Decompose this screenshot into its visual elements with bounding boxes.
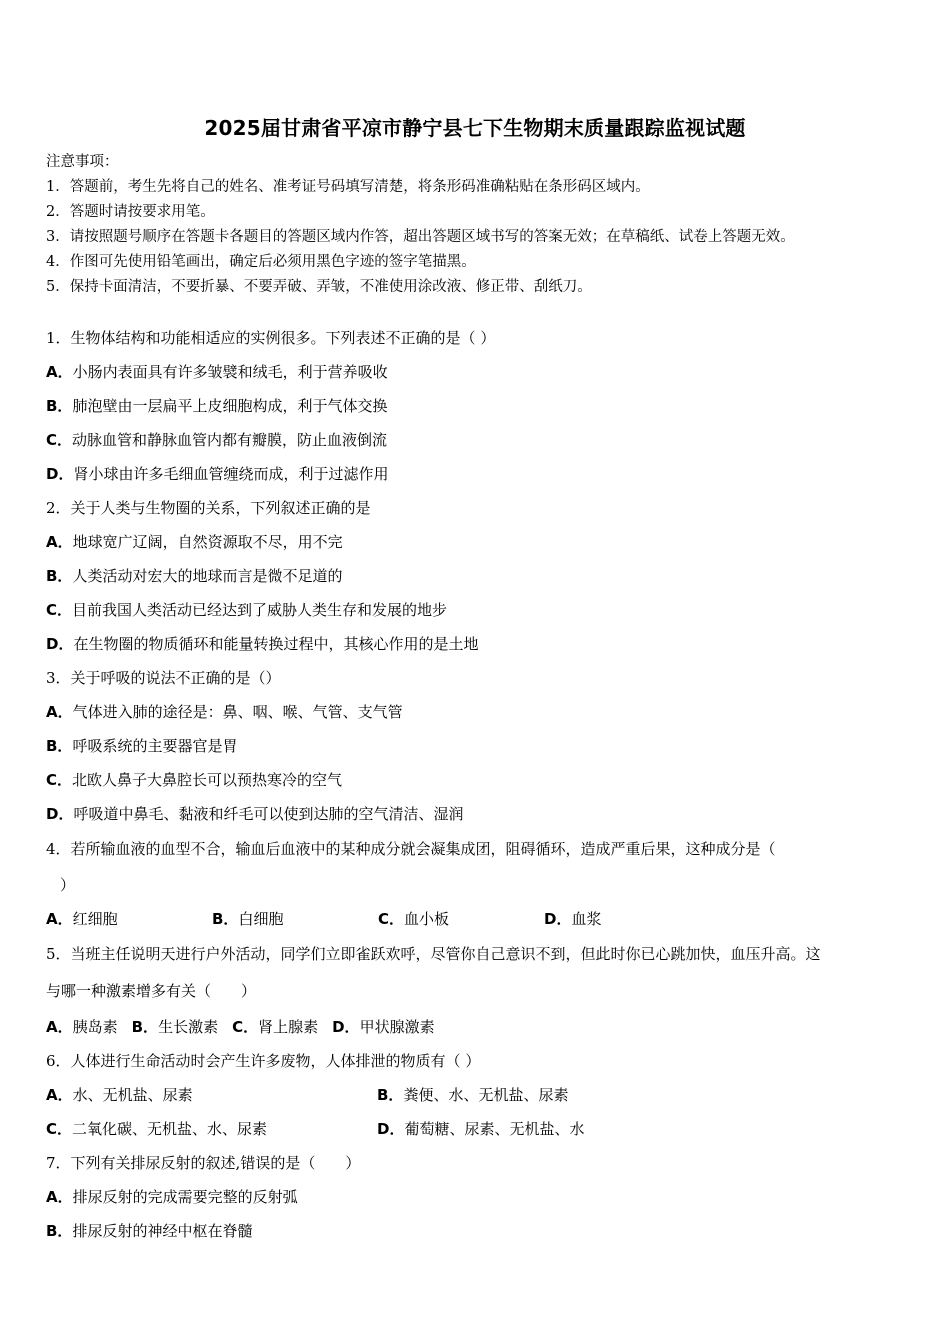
question-2-option-a: A．地球宽广辽阔，自然资源取不尽，用不完 [46,533,343,551]
question-4-option-c: C．血小板 [378,910,450,928]
question-7-option-a: A．排尿反射的完成需要完整的反射弧 [46,1188,298,1206]
question-6-options-row-1 [46,1078,926,1112]
question-1-option-b: B．肺泡壁由一层扁平上皮细胞构成，利于气体交换 [46,397,388,415]
question-3-option-d: D．呼吸道中鼻毛、黏液和纤毛可以使到达肺的空气清洁、湿润 [46,805,464,823]
question-5-option-c: C．肾上腺素 [232,1018,319,1036]
notes-heading: 注意事项： [46,154,119,170]
question-3-option-b: B．呼吸系统的主要器官是胃 [46,737,238,755]
question-6-option-b: B．粪便、水、无机盐、尿素 [377,1086,569,1104]
question-2-option-b: B．人类活动对宏大的地球而言是微不足道的 [46,567,343,585]
question-7-option-b: B．排尿反射的神经中枢在脊髓 [46,1222,253,1240]
question-7-stem: 7．下列有关排尿反射的叙述,错误的是（ ） [46,1154,361,1172]
question-4-option-d: D．血浆 [544,910,602,928]
question-5-stem: 5．当班主任说明天进行户外活动，同学们立即雀跃欢呼，尽管你自己意识不到，但此时你已心跳加快，血压升高。这 [46,945,821,963]
question-6-stem: 6．人体进行生命活动时会产生许多废物，人体排泄的物质有（ ） [46,1052,481,1070]
question-1-stem: 1．生物体结构和功能相适应的实例很多。下列表述不正确的是（ ） [46,329,496,347]
note-item: 3．请按照题号顺序在答题卡各题目的答题区域内作答，超出答题区域书写的答案无效；在草稿纸、试卷上答题无效。 [46,229,795,245]
question-1-option-c: C．动脉血管和静脉血管内都有瓣膜，防止血液倒流 [46,431,388,449]
question-6-option-c: C．二氧化碳、无机盐、水、尿素 [46,1120,268,1138]
question-4-option-a: A．红细胞 [46,910,118,928]
question-4-option-b: B．白细胞 [212,910,284,928]
note-item: 4．作图可先使用铅笔画出，确定后必须用黑色字迹的签字笔描黑。 [46,254,476,270]
question-2-option-c: C．目前我国人类活动已经达到了威胁人类生存和发展的地步 [46,601,448,619]
question-6-option-a: A．水、无机盐、尿素 [46,1086,193,1104]
question-3-option-a: A．气体进入肺的途径是：鼻、咽、喉、气管、支气管 [46,703,403,721]
question-5-option-b: B．生长激素 [131,1018,219,1036]
question-5-stem-continued: 与哪一种激素增多有关（ ） [46,982,257,1000]
questions-section [46,321,926,1248]
question-6-option-d: D．葡萄糖、尿素、无机盐、水 [377,1120,585,1138]
question-5-option-a: A．胰岛素 [46,1018,118,1036]
question-4-stem: 4．若所输血液的血型不合，输血后血液中的某种成分就会凝集成团，阻碍循环，造成严重后果，这种成分是（ [46,840,776,858]
notes-section [46,150,926,300]
note-item: 5．保持卡面清洁，不要折暴、不要弄破、弄皱，不准使用涂改液、修正带、刮纸刀。 [46,279,592,295]
question-3-stem: 3．关于呼吸的说法不正确的是（） [46,669,281,687]
question-5-option-d: D．甲状腺激素 [332,1018,435,1036]
question-3-option-c: C．北欧人鼻子大鼻腔长可以预热寒冷的空气 [46,771,343,789]
note-item: 2．答题时请按要求用笔。 [46,204,215,220]
question-1-option-d: D．肾小球由许多毛细血管缠绕而成，利于过滤作用 [46,465,389,483]
question-4-options [46,902,926,936]
question-2-stem: 2．关于人类与生物圈的关系，下列叙述正确的是 [46,499,371,517]
question-4-stem-continued: ） [60,876,76,894]
question-6-options-row-2 [46,1112,926,1146]
note-item: 1．答题前，考生先将自己的姓名、准考证号码填写清楚，将条形码准确粘贴在条形码区域内。 [46,179,650,195]
page-title: 2025届甘肃省平凉市静宁县七下生物期末质量跟踪监视试题 [204,116,746,140]
question-5-options [46,1010,926,1044]
question-1-option-a: A．小肠内表面具有许多皱襞和绒毛，利于营养吸收 [46,363,388,381]
question-2-option-d: D．在生物圈的物质循环和能量转换过程中，其核心作用的是土地 [46,635,479,653]
